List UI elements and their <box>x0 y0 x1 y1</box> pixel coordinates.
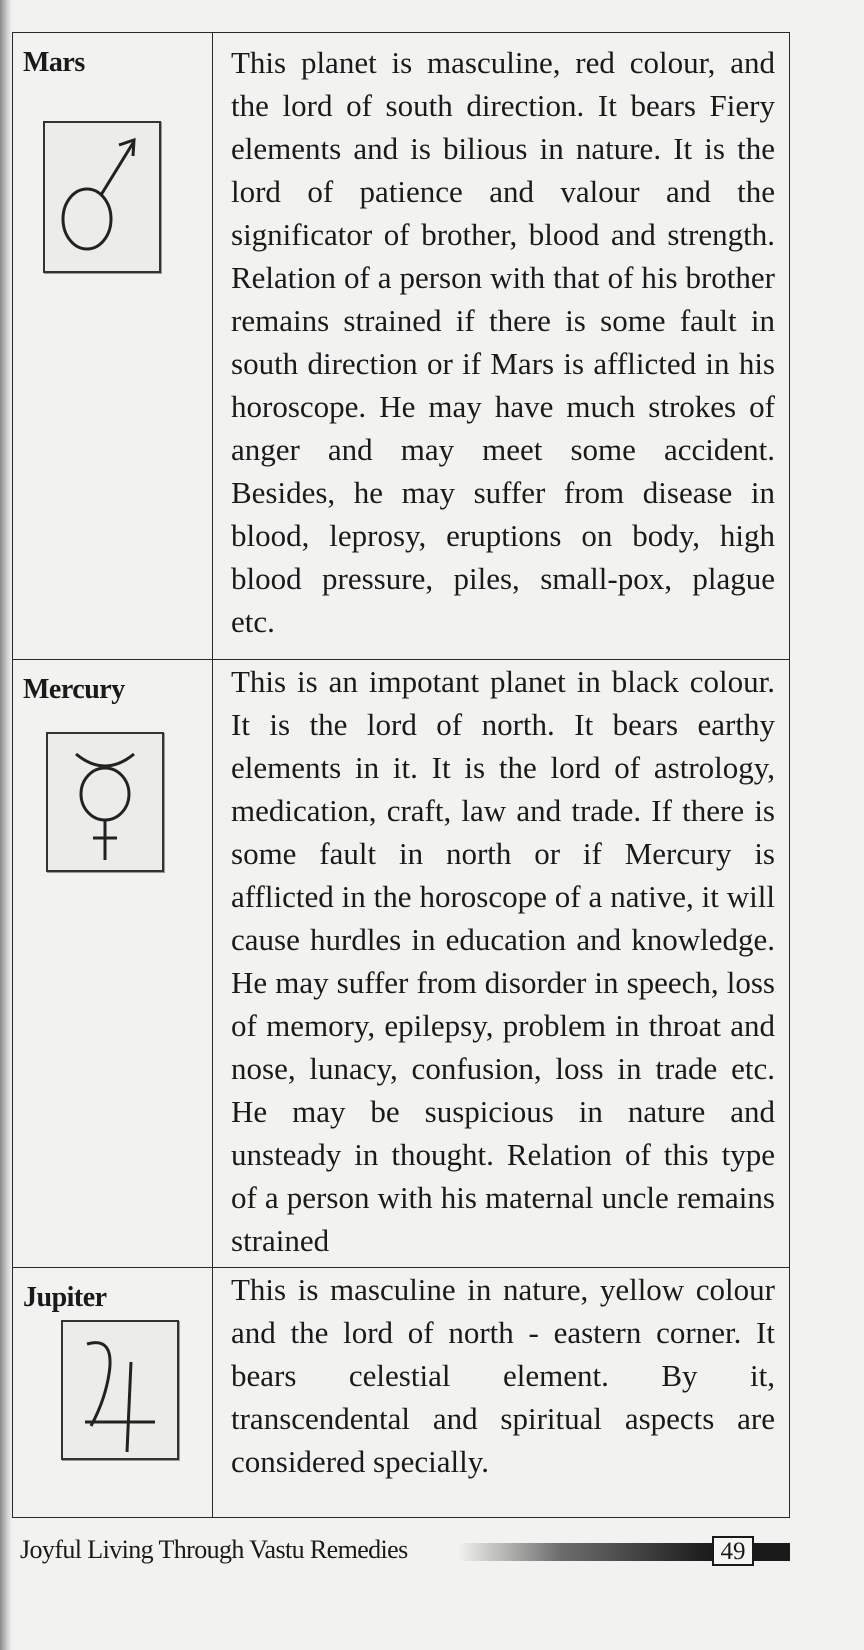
planet-table <box>12 32 790 1518</box>
planet-name-jupiter: Jupiter <box>23 1282 107 1313</box>
footer-decorative-bar <box>458 1543 712 1561</box>
table-row-mercury <box>13 659 789 1267</box>
planet-description-mars: This planet is masculine, red colour, and the lord of south direction. It bears Fiery elements and is bilious in nature. It is the lord of patience and valour and the significator of brother, blood and strength. Relation of a person with that of his brother remains strained if there is some fault in south direction or if Mars is afflicted in his horoscope. He may have much strokes of anger and may meet some accident. Besides, he may suffer from disease in blood, leprosy, eruptions on body, high blood pressure, piles, small-pox, plague etc. <box>231 45 775 639</box>
book-title: Joyful Living Through Vastu Remedies <box>20 1535 408 1564</box>
table-row-mars <box>13 33 789 659</box>
planet-name-mars: Mars <box>23 47 85 78</box>
planet-description-mercury: This is an impotant planet in black colour. It is the lord of north. It bears earthy elements in it. It is the lord of astrology, medication, craft, law and trade. If there is some fault in north or if Mercury is afflicted in the horoscope of a native, it will cause hurdles in education and knowledge. He may suffer from disorder in speech, loss of memory, epilepsy, problem in throat and nose, lunacy, confusion, loss in trade etc. He may be suspicious in nature and unsteady in thought. Relation of this type of a person with his maternal uncle remains strained <box>231 664 775 1258</box>
mercury-symbol-icon <box>46 732 164 872</box>
mars-symbol-icon <box>43 121 161 273</box>
planet-cell <box>13 1268 213 1517</box>
planet-cell <box>13 660 213 1267</box>
page-number: 49 <box>712 1536 754 1566</box>
planet-description-jupiter: This is masculine in nature, yellow colour and the lord of north - eastern corner. It bears celestial element. By it, transcendental and spiritual aspects are considered specially. <box>231 1272 775 1479</box>
footer-decorative-tail <box>754 1543 790 1561</box>
planet-cell <box>13 33 213 659</box>
jupiter-symbol-icon <box>61 1320 179 1460</box>
description-cell <box>231 1268 775 1483</box>
description-cell <box>231 660 775 1262</box>
table-row-jupiter <box>13 1267 789 1517</box>
description-cell <box>231 41 775 643</box>
planet-name-mercury: Mercury <box>23 674 125 705</box>
page-edge-shadow <box>0 0 12 1650</box>
